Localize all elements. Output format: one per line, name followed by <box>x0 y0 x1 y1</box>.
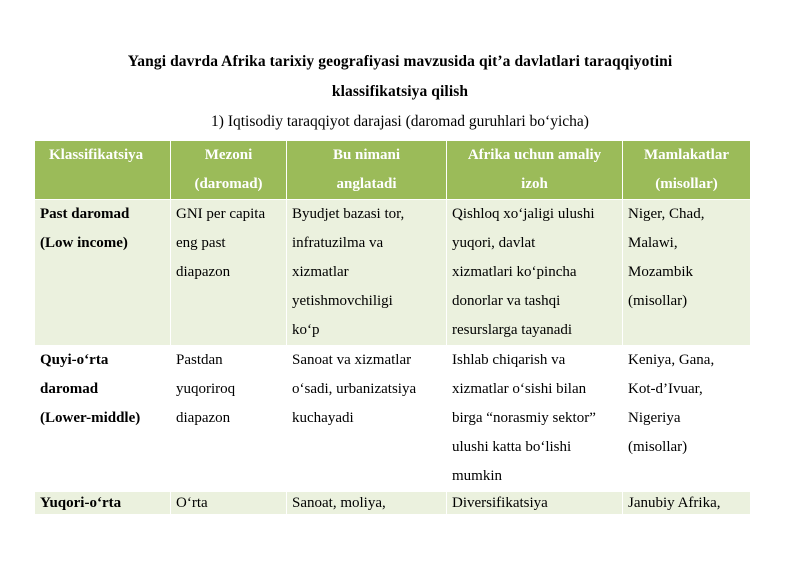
table-cell: Sanoat, moliya, <box>287 492 447 515</box>
table-cell: Qishloq xo‘jaligi ulushi yuqori, davlat xizmatlari ko‘pincha donorlar va tashqi resurslarga tayanadi <box>447 200 623 346</box>
document-title-line-1: Yangi davrda Afrika tarixiy geografiyasi mavzusida qit’a davlatlari taraqqiyotini <box>127 53 673 70</box>
table-cell: GNI per capita eng past diapazon <box>171 200 287 346</box>
table-cell: Sanoat va xizmatlar o‘sadi, urbanizatsiya kuchayadi <box>287 346 447 492</box>
table-cell: Past daromad (Low income) <box>35 200 171 346</box>
header-cell: Afrika uchun amaliy izoh <box>447 141 623 200</box>
table-cell: Janubiy Afrika, <box>623 492 751 515</box>
header-cell: Bu nimani anglatadi <box>287 141 447 200</box>
header-cell: Mezoni (daromad) <box>171 141 287 200</box>
document-title-line-2: klassifikatsiya qilish <box>331 83 469 100</box>
table-cell: Byudjet bazasi tor, infratuzilma va xizmatlar yetishmovchiligi ko‘p <box>287 200 447 346</box>
table-cell: Yuqori-o‘rta <box>35 492 171 515</box>
classification-table <box>34 140 751 515</box>
section-subtitle: 1) Iqtisodiy taraqqiyot darajasi (daromad guruhlari bo‘yicha) <box>211 113 589 130</box>
table-cell: Diversifikatsiya <box>447 492 623 515</box>
table-cell: Quyi-o‘rta daromad (Lower-middle) <box>35 346 171 492</box>
table-cell: Pastdan yuqoriroq diapazon <box>171 346 287 492</box>
header-cell: Mamlakatlar (misollar) <box>623 141 751 200</box>
table-cell: Ishlab chiqarish va xizmatlar o‘sishi bilan birga “norasmiy sektor” ulushi katta bo‘lishi mumkin <box>447 346 623 492</box>
table-cell: O‘rta <box>171 492 287 515</box>
table-header-row <box>35 141 751 200</box>
table-row <box>35 346 751 492</box>
table-cell: Keniya, Gana, Kot-d’Ivuar, Nigeriya (misollar) <box>623 346 751 492</box>
table-row <box>35 200 751 346</box>
header-cell: Klassifikatsiya <box>35 141 171 200</box>
table-cell: Niger, Chad, Malawi, Mozambik (misollar) <box>623 200 751 346</box>
table-row <box>35 492 751 515</box>
